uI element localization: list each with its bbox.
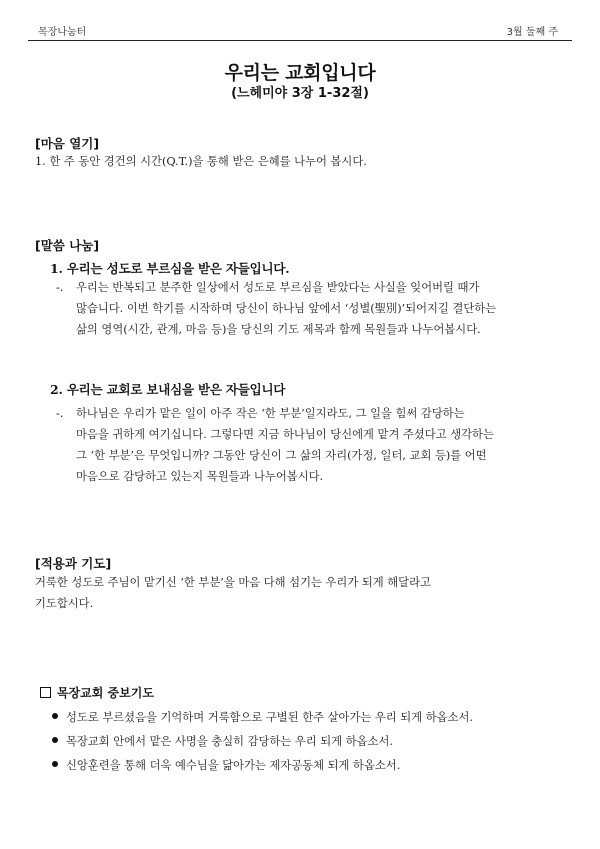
document-title: 우리는 교회입니다 [224, 62, 376, 84]
prayer-item-text: 목장교회 안에서 맡은 사명을 충실히 감당하는 우리 되게 하옵소서. [66, 735, 393, 748]
point-2-title: 2. 우리는 교회로 보내심을 받은 자들입니다 [50, 382, 286, 397]
scripture-reference: (느헤미야 3장 1-32절) [231, 86, 369, 101]
point-2-text [76, 403, 574, 487]
point-2-line: 하나님은 우리가 맡은 일이 아주 작은 ‘한 부분’일지라도, 그 일을 힘써 감당하는 [76, 407, 465, 420]
point-1-line: 많습니다. 이번 학기를 시작하며 당신이 하나님 앞에서 ‘성별(聖別)’되어지길 결단하는 [76, 302, 497, 315]
point-2-line: 마음을 귀하게 여기십니다. 그렇다면 지금 하나님이 당신에게 맡겨 주셨다고 생각하는 [76, 428, 494, 441]
prayer-item [52, 757, 400, 775]
prayer-heading-label: 목장교회 중보기도 [57, 686, 154, 700]
page-header [28, 18, 572, 41]
apply-text [35, 572, 575, 614]
prayer-item [52, 709, 473, 727]
point-1-dash: -. [56, 281, 64, 294]
header-date-label: 3월 둘째 주 [506, 27, 558, 38]
section-heading-open: [마음 열기] [35, 136, 100, 151]
apply-line: 기도합시다. [35, 597, 94, 610]
prayer-item-text: 신앙훈련을 통해 더욱 예수님을 닮아가는 제자공동체 되게 하옵소서. [66, 759, 401, 772]
section-heading-apply: [적용과 기도] [35, 556, 112, 571]
prayer-item-text: 성도로 부르셨음을 기억하며 거룩함으로 구별된 한주 살아가는 우리 되게 하옵소서. [66, 711, 473, 724]
point-1-line: 우리는 반복되고 분주한 일상에서 성도로 부르심을 받았다는 사실을 잊어버릴 때가 [76, 281, 480, 294]
point-2-line: 마음으로 감당하고 있는지 목원들과 나누어봅시다. [76, 470, 324, 483]
point-2-line: 그 ‘한 부분’은 무엇입니까? 그동안 당신이 그 삶의 자리(가정, 일터, 교회 등)를 어떤 [76, 449, 487, 462]
bullet-icon [52, 713, 58, 719]
bullet-icon [52, 737, 58, 743]
section-heading-word: [말씀 나눔] [35, 238, 100, 253]
header-left-label: 목장나눔터 [38, 27, 87, 38]
apply-line: 거룩한 성도로 주님이 맡기신 ‘한 부분’을 마음 다해 섬기는 우리가 되게 해달라고 [35, 576, 431, 589]
point-2-dash: -. [56, 407, 64, 420]
open-item: 1. 한 주 동안 경건의 시간(Q.T.)을 통해 받은 은혜를 나누어 봅시다. [35, 155, 367, 168]
bullet-icon [52, 761, 58, 767]
point-1-title: 1. 우리는 성도로 부르심을 받은 자들입니다. [50, 261, 290, 276]
point-1-line: 삶의 영역(시간, 관계, 마음 등)을 당신의 기도 제목과 함께 목원들과 나누어봅시다. [76, 323, 481, 336]
checkbox-square-icon [40, 687, 51, 698]
prayer-item [52, 733, 393, 751]
point-1-text [76, 277, 574, 340]
prayer-heading [40, 684, 154, 701]
